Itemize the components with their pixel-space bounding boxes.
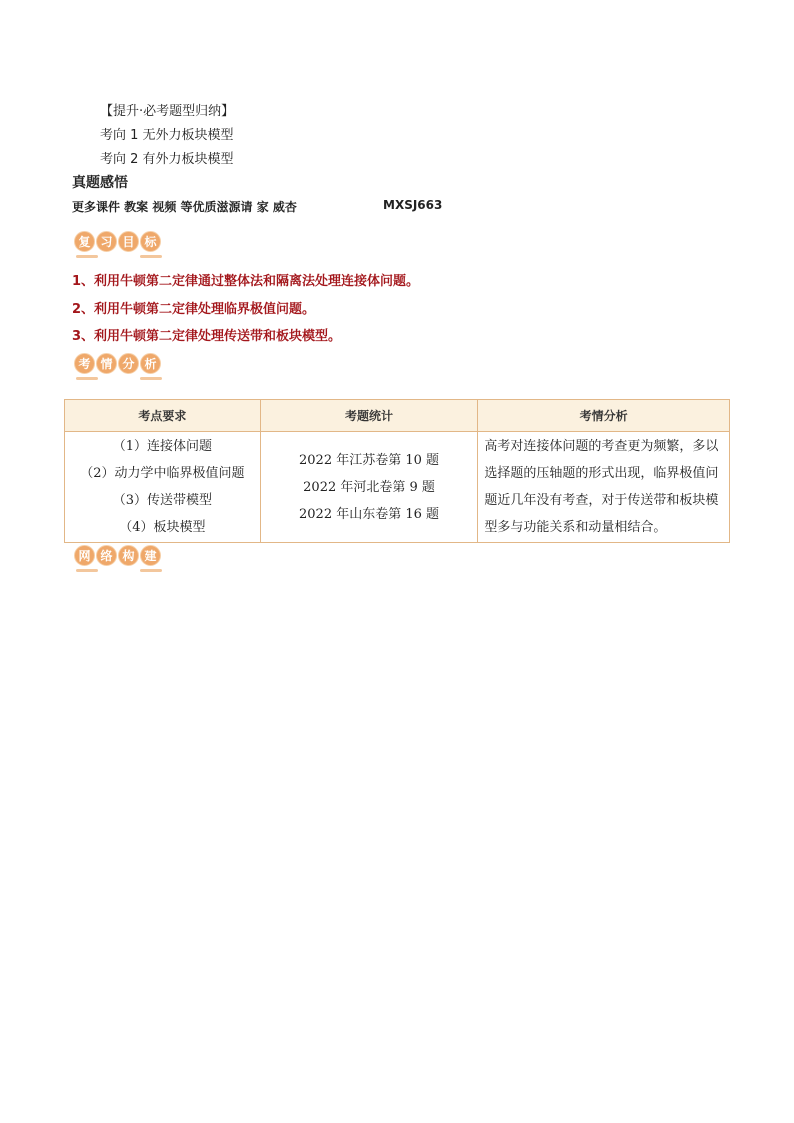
table-header-row [65, 400, 730, 432]
badge-char: 习 [96, 231, 117, 252]
badge-char: 情 [96, 353, 117, 374]
badge-char: 分 [118, 353, 139, 374]
badge-char: 复 [74, 231, 95, 252]
stats-cell [260, 432, 478, 543]
goal-3: 3、利用牛顿第二定律处理传送带和板块模型。 [72, 329, 342, 344]
table-row [65, 432, 730, 543]
exam-analysis-badge [74, 353, 166, 381]
badge-underline [140, 377, 162, 380]
goal-1: 1、利用牛顿第二定律通过整体法和隔离法处理连接体问题。 [72, 274, 420, 289]
network-badge [74, 545, 170, 573]
requirement-item: （3）传送带模型 [112, 493, 212, 508]
goal-2: 2、利用牛顿第二定律处理临界极值问题。 [72, 302, 316, 317]
badge-underline [76, 255, 98, 258]
section-title: 真题感悟 [72, 175, 128, 191]
badge-underline [140, 569, 162, 572]
badge-char: 建 [140, 545, 161, 566]
badge-char: 网 [74, 545, 95, 566]
promo-text: 更多课件 教案 视频 等优质滋源请 家 威杏 [72, 200, 297, 214]
review-goals-badge [74, 231, 166, 259]
header-analysis: 考情分析 [478, 400, 730, 432]
toc-heading: 【提升·必考题型归纳】 [100, 104, 235, 119]
requirement-item: （4）板块模型 [119, 520, 206, 535]
badge-char: 构 [118, 545, 139, 566]
promo-code: MXSJ663 [383, 198, 443, 212]
badge-char: 目 [118, 231, 139, 252]
stat-item: 2022 年河北卷第 9 题 [303, 479, 435, 495]
analysis-cell: 高考对连接体问题的考查更为频繁，多以选择题的压轴题的形式出现，临界极值问题近几年没有考查，对于传送带和板块模型多与功能关系和动量相结合。 [478, 432, 730, 543]
header-stats: 考题统计 [260, 400, 478, 432]
requirement-item: （1）连接体问题 [112, 439, 212, 454]
header-requirements: 考点要求 [65, 400, 261, 432]
badge-char: 析 [140, 353, 161, 374]
requirement-item: （2）动力学中临界极值问题 [80, 466, 245, 481]
badge-char: 考 [74, 353, 95, 374]
exam-table [64, 399, 730, 543]
badge-char: 络 [96, 545, 117, 566]
toc-item-2[interactable]: 考向 2 有外力板块模型 [100, 152, 234, 167]
badge-underline [76, 569, 98, 572]
badge-char: 标 [140, 231, 161, 252]
stat-item: 2022 年江苏卷第 10 题 [299, 452, 440, 468]
toc-item-1[interactable]: 考向 1 无外力板块模型 [100, 128, 234, 143]
stat-item: 2022 年山东卷第 16 题 [299, 506, 440, 522]
badge-underline [140, 255, 162, 258]
badge-underline [76, 377, 98, 380]
requirements-cell [65, 432, 261, 543]
